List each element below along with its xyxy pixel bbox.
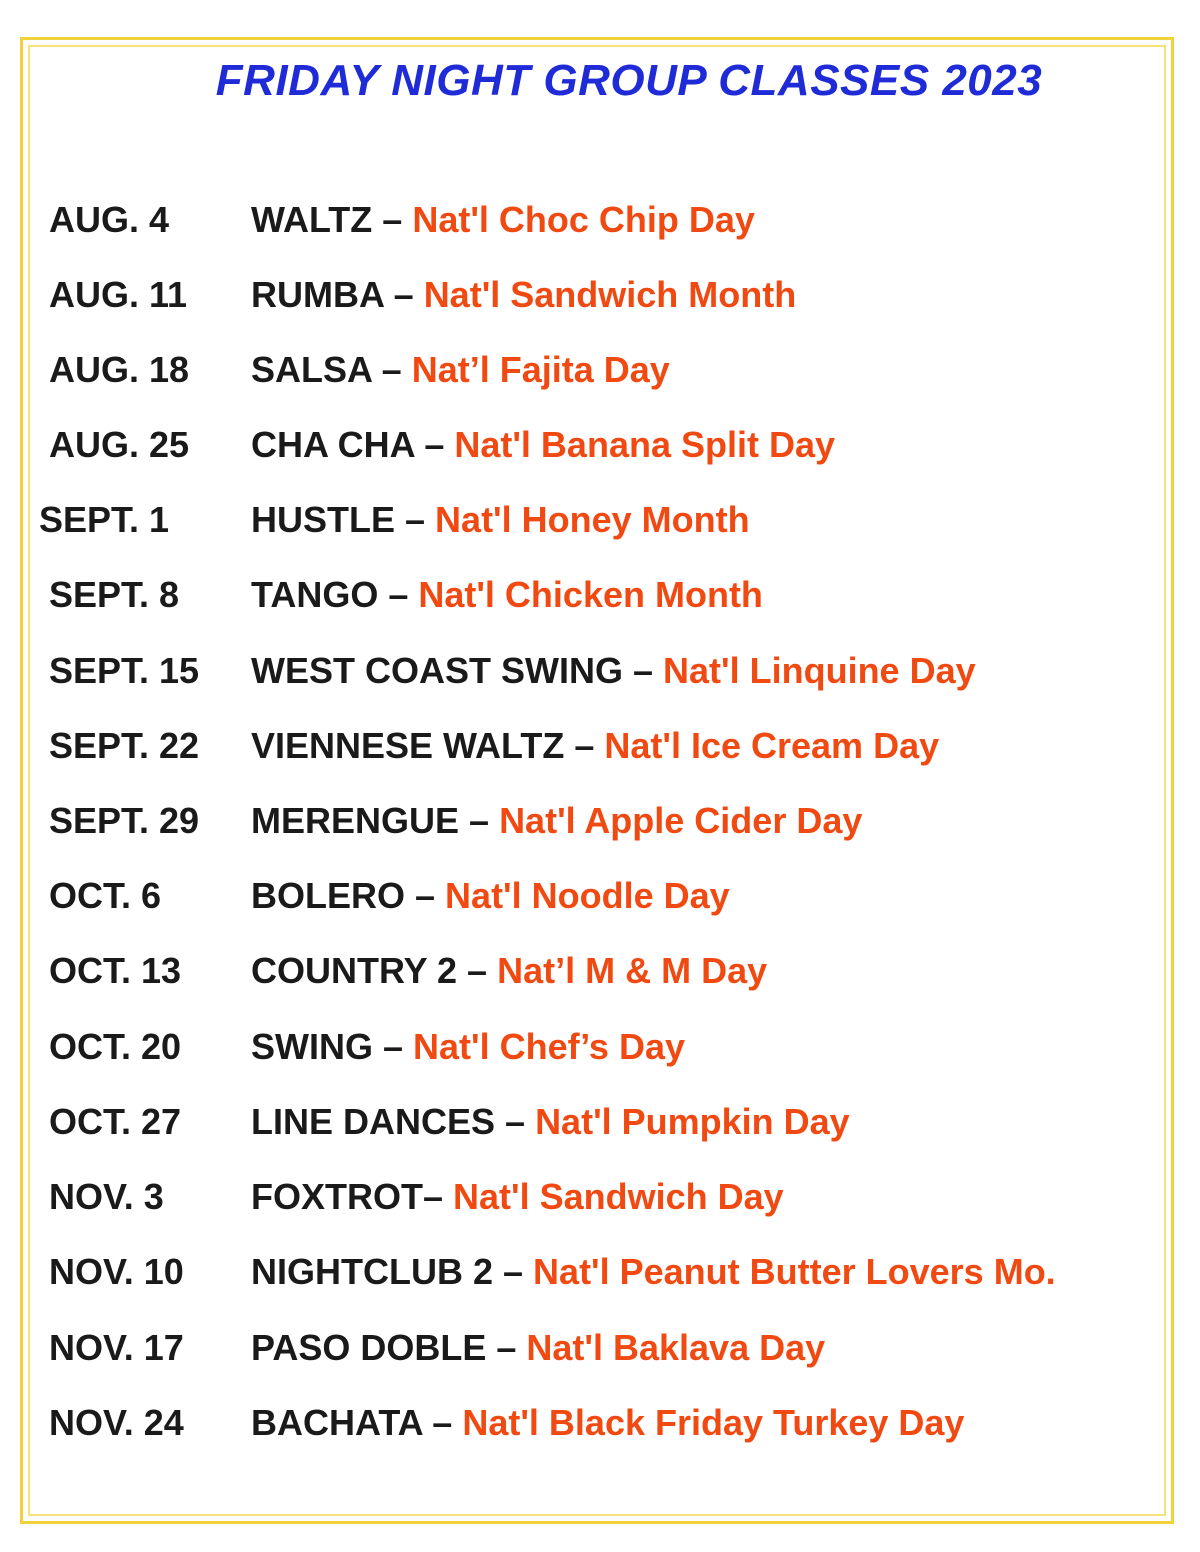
class-date: SEPT. 15 [49, 650, 200, 691]
food-holiday: Nat'l Chef’s Day [413, 1026, 685, 1067]
class-date: OCT. 20 [49, 1026, 182, 1067]
class-date: SEPT. 1 [39, 499, 170, 540]
class-date: AUG. 4 [49, 199, 170, 240]
page-title: FRIDAY NIGHT GROUP CLASSES 2023 [215, 56, 1043, 105]
class-date: SEPT. 29 [49, 800, 200, 841]
class-entry [251, 345, 670, 395]
schedule-row [0, 871, 1200, 921]
class-date: AUG. 11 [49, 274, 188, 315]
food-holiday: Nat'l Baklava Day [526, 1327, 826, 1368]
class-date: NOV. 24 [49, 1402, 184, 1443]
schedule-row [0, 1398, 1200, 1448]
schedule-row [0, 721, 1200, 771]
class-entry [251, 1323, 825, 1373]
class-entry [251, 570, 763, 620]
dance-name: SWING – [251, 1026, 404, 1067]
food-holiday: Nat'l Sandwich Day [453, 1176, 784, 1217]
class-entry [251, 1172, 784, 1222]
class-entry [251, 270, 796, 320]
schedule-row [0, 1323, 1200, 1373]
class-date: OCT. 27 [49, 1101, 182, 1142]
class-date: AUG. 25 [49, 424, 190, 465]
food-holiday: Nat'l Sandwich Month [423, 274, 797, 315]
dance-name: WALTZ – [251, 199, 403, 240]
schedule-row [0, 495, 1200, 545]
dance-name: COUNTRY 2 – [251, 950, 488, 991]
food-holiday: Nat'l Peanut Butter Lovers Mo. [533, 1251, 1056, 1292]
dance-name: FOXTROT– [251, 1176, 444, 1217]
dance-name: BACHATA – [251, 1402, 453, 1443]
class-date: AUG. 18 [49, 349, 190, 390]
schedule-row [0, 946, 1200, 996]
schedule-row [0, 1022, 1200, 1072]
class-date: NOV. 3 [49, 1176, 164, 1217]
food-holiday: Nat'l Choc Chip Day [412, 199, 755, 240]
class-entry [251, 946, 767, 996]
schedule-row [0, 646, 1200, 696]
food-holiday: Nat'l Banana Split Day [454, 424, 836, 465]
class-date: SEPT. 22 [49, 725, 200, 766]
class-entry [251, 721, 939, 771]
schedule-row [0, 796, 1200, 846]
class-entry [251, 420, 835, 470]
class-date: OCT. 13 [49, 950, 182, 991]
class-date: NOV. 17 [49, 1327, 184, 1368]
class-entry [251, 796, 862, 846]
class-entry [251, 646, 976, 696]
dance-name: RUMBA – [251, 274, 414, 315]
schedule-row [0, 270, 1200, 320]
class-entry [251, 1247, 1056, 1297]
food-holiday: Nat'l Noodle Day [445, 875, 730, 916]
class-entry [251, 1022, 685, 1072]
dance-name: CHA CHA – [251, 424, 445, 465]
food-holiday: Nat’l M & M Day [497, 950, 768, 991]
dance-name: TANGO – [251, 574, 409, 615]
class-entry [251, 195, 755, 245]
schedule-row [0, 345, 1200, 395]
schedule-row [0, 570, 1200, 620]
class-entry [251, 495, 750, 545]
class-entry [251, 1097, 850, 1147]
dance-name: SALSA – [251, 349, 402, 390]
class-date: NOV. 10 [49, 1251, 184, 1292]
class-entry [251, 1398, 964, 1448]
class-date: OCT. 6 [49, 875, 162, 916]
food-holiday: Nat'l Ice Cream Day [604, 725, 940, 766]
food-holiday: Nat'l Black Friday Turkey Day [462, 1402, 965, 1443]
schedule-row [0, 195, 1200, 245]
dance-name: NIGHTCLUB 2 – [251, 1251, 524, 1292]
food-holiday: Nat'l Honey Month [435, 499, 750, 540]
dance-name: WEST COAST SWING – [251, 650, 654, 691]
schedule-row [0, 1097, 1200, 1147]
class-date: SEPT. 8 [49, 574, 180, 615]
schedule-row [0, 1247, 1200, 1297]
dance-name: HUSTLE – [251, 499, 426, 540]
dance-name: VIENNESE WALTZ – [251, 725, 595, 766]
schedule-row [0, 420, 1200, 470]
class-entry [251, 871, 730, 921]
food-holiday: Nat'l Chicken Month [418, 574, 763, 615]
dance-name: LINE DANCES – [251, 1101, 526, 1142]
dance-name: MERENGUE – [251, 800, 490, 841]
food-holiday: Nat'l Apple Cider Day [499, 800, 863, 841]
schedule-row [0, 1172, 1200, 1222]
dance-name: BOLERO – [251, 875, 436, 916]
food-holiday: Nat’l Fajita Day [411, 349, 670, 390]
food-holiday: Nat'l Linquine Day [663, 650, 976, 691]
food-holiday: Nat'l Pumpkin Day [535, 1101, 850, 1142]
dance-name: PASO DOBLE – [251, 1327, 517, 1368]
